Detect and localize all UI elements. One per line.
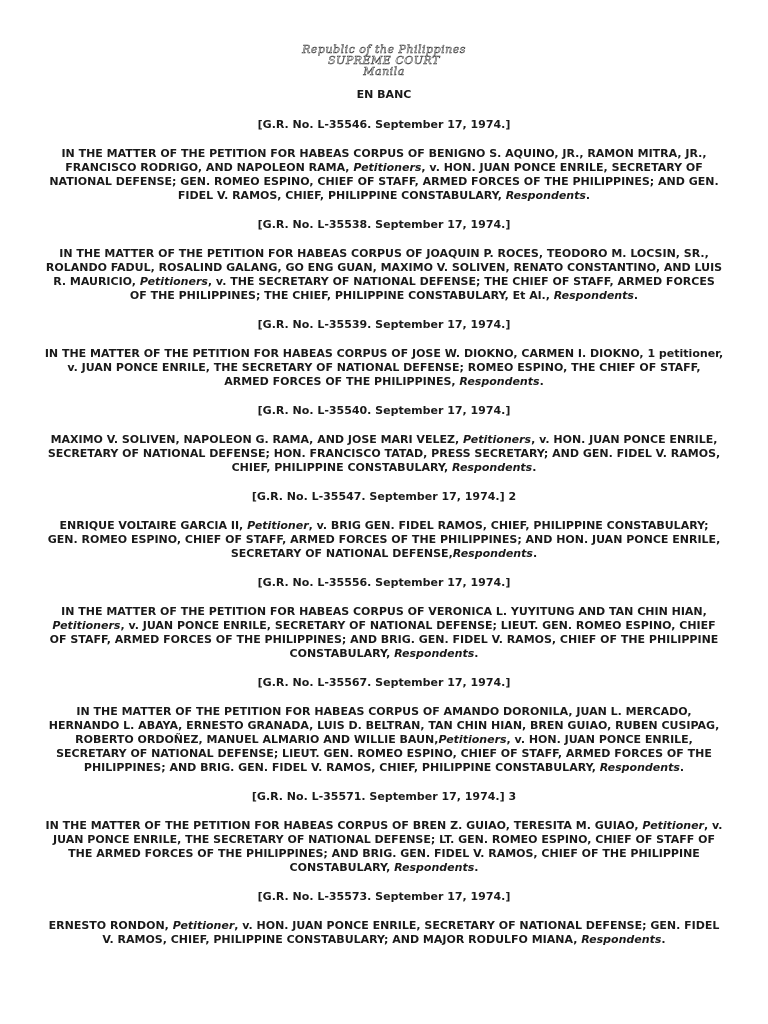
- court-masthead: [0, 44, 768, 77]
- party-role: Respondents: [581, 933, 662, 946]
- party-role: Petitioners: [462, 433, 532, 446]
- caption-text: IN THE MATTER OF THE PETITION FOR HABEAS CORPUS OF JOAQUIN P. ROCES, TEODORO M. LOCSIN, SR., ROLANDO FADUL, ROSALIND GALANG, GO ENG GUAN, MAXIMO V. SOLIVEN, RENATO CONSTANTINO, AND LUIS R. MAURICIO,: [45, 247, 723, 288]
- caption-text: , v. HON. JUAN PONCE ENRILE, SECRETARY OF NATIONAL DEFENSE; GEN. ROMEO ESPINO, CHIEF OF STAFF, ARMED FORCES OF THE PHILIPPINES; AND GEN. FIDEL V. RAMOS, CHIEF, PHILIPPINE CONSTABULARY,: [49, 161, 719, 202]
- caption-text: .: [532, 547, 538, 560]
- party-role: Petitioners: [52, 619, 121, 632]
- case-caption: [44, 433, 724, 475]
- caption-text: .: [585, 189, 591, 202]
- party-role: Respondents: [599, 761, 680, 774]
- case-number: [44, 218, 724, 232]
- party-role: Petitioner: [247, 519, 309, 532]
- caption-text: IN THE MATTER OF THE PETITION FOR HABEAS CORPUS OF VERONICA L. YUYITUNG AND TAN CHIN HIAN,: [61, 605, 707, 618]
- caption-text: , v. BRIG GEN. FIDEL RAMOS, CHIEF, PHILIPPINE CONSTABULARY; GEN. ROMEO ESPINO, CHIEF OF STAFF, ARMED FORCES OF THE PHILIPPINES; AND HON. JUAN PONCE ENRILE, SECRETARY OF NATIONAL DEFENSE,: [47, 519, 721, 560]
- document-content: [44, 88, 724, 962]
- caption-text: .: [474, 647, 479, 660]
- case-caption: [44, 519, 724, 561]
- party-role: Respondents: [459, 375, 540, 388]
- party-role: Respondents: [394, 647, 475, 660]
- caption-text: .: [539, 375, 544, 388]
- masthead-city: Manila: [363, 65, 405, 78]
- caption-text: IN THE MATTER OF THE PETITION FOR HABEAS CORPUS OF BENIGNO S. AQUINO, JR., RAMON MITRA, JR., FRANCISCO RODRIGO, AND NAPOLEON RAMA,: [61, 147, 707, 174]
- caption-text: , v. HON. JUAN PONCE ENRILE, SECRETARY OF NATIONAL DEFENSE; GEN. FIDEL V. RAMOS, CHIEF, PHILIPPINE CONSTABULARY; AND MAJOR RODULFO MIANA,: [102, 919, 720, 946]
- case-number: [44, 318, 724, 332]
- caption-text: ERNESTO RONDON,: [48, 919, 173, 932]
- case-list: [44, 118, 724, 947]
- caption-text: IN THE MATTER OF THE PETITION FOR HABEAS CORPUS OF AMANDO DORONILA, JUAN L. MERCADO, HERNANDO L. ABAYA, ERNESTO GRANADA, LUIS D. BELTRAN, TAN CHIN HIAN, BREN GUIAO, RUBEN CUSIPAG, ROBERTO ORDOÑEZ, MANUEL ALMARIO AND WILLIE BAUN,: [48, 705, 720, 746]
- case-number-text: [G.R. No. L-35538. September 17, 1974.]: [257, 218, 511, 231]
- case-number: [44, 118, 724, 132]
- case-caption: [44, 605, 724, 661]
- caption-text: IN THE MATTER OF THE PETITION FOR HABEAS CORPUS OF BREN Z. GUIAO, TERESITA M. GUIAO,: [45, 819, 643, 832]
- caption-text: , v. HON. JUAN PONCE ENRILE, SECRETARY OF NATIONAL DEFENSE; LIEUT. GEN. ROMEO ESPINO, CHIEF OF STAFF, ARMED FORCES OF THE PHILIPPINES; AND BRIG. GEN. FIDEL V. RAMOS, CHIEF, PHILIPPINE CONSTABULARY,: [56, 733, 712, 774]
- case-number: [44, 890, 724, 904]
- party-role: Petitioner: [172, 919, 235, 932]
- caption-text: , v. THE SECRETARY OF NATIONAL DEFENSE; THE CHIEF OF STAFF, ARMED FORCES OF THE PHILIPPINES; THE CHIEF, PHILIPPINE CONSTABULARY, Et Al.,: [129, 275, 715, 302]
- caption-text: , v. HON. JUAN PONCE ENRILE, SECRETARY OF NATIONAL DEFENSE; HON. FRANCISCO TATAD, PRESS SECRETARY; AND GEN. FIDEL V. RAMOS, CHIEF, PHILIPPINE CONSTABULARY,: [47, 433, 721, 474]
- case-number-text: [G.R. No. L-35571. September 17, 1974.]: [251, 790, 505, 803]
- party-role: Respondents: [394, 861, 475, 874]
- case-number: [44, 676, 724, 690]
- case-number: [44, 490, 724, 504]
- division-heading: EN BANC: [356, 88, 412, 101]
- party-role: Respondents: [505, 189, 586, 202]
- case-number-text: [G.R. No. L-35546. September 17, 1974.]: [257, 118, 511, 131]
- case-number: [44, 576, 724, 590]
- case-caption: [44, 819, 724, 875]
- caption-text: .: [661, 933, 666, 946]
- masthead-republic: Republic of the Philippines: [302, 43, 466, 56]
- footnote-reference[interactable]: 3: [504, 790, 517, 803]
- case-number-text: [G.R. No. L-35547. September 17, 1974.]: [251, 490, 505, 503]
- party-role: Petitioners: [139, 275, 208, 288]
- case-number-text: [G.R. No. L-35567. September 17, 1974.]: [257, 676, 511, 689]
- caption-text: ENRIQUE VOLTAIRE GARCIA II,: [59, 519, 248, 532]
- caption-text: .: [633, 289, 639, 302]
- caption-text: , v. JUAN PONCE ENRILE, SECRETARY OF NATIONAL DEFENSE; LIEUT. GEN. ROMEO ESPINO, CHIEF OF STAFF, ARMED FORCES OF THE PHILIPPINES; AND BRIG. GEN. FIDEL V. RAMOS, CHIEF OF THE PHILIPPINE CONSTABULARY,: [49, 619, 719, 660]
- party-role: Petitioners: [438, 733, 507, 746]
- party-role: Respondents: [452, 461, 533, 474]
- party-role: Respondents: [553, 289, 634, 302]
- case-number-text: [G.R. No. L-35556. September 17, 1974.]: [257, 576, 511, 589]
- case-caption: [44, 919, 724, 947]
- case-caption: [44, 147, 724, 203]
- case-caption: [44, 705, 724, 775]
- case-number: [44, 404, 724, 418]
- case-number-text: [G.R. No. L-35573. September 17, 1974.]: [257, 890, 511, 903]
- case-number-text: [G.R. No. L-35540. September 17, 1974.]: [257, 404, 511, 417]
- masthead-court: SUPREME COURT: [328, 54, 440, 67]
- caption-text: IN THE MATTER OF THE PETITION FOR HABEAS CORPUS OF JOSE W. DIOKNO, CARMEN I. DIOKNO, 1 petitioner, v. JUAN PONCE ENRILE, THE SECRETARY OF NATIONAL DEFENSE; ROMEO ESPINO, THE CHIEF OF STAFF, ARMED FORCES OF THE PHILIPPINES,: [44, 347, 724, 388]
- caption-text: .: [679, 761, 685, 774]
- party-role: Petitioner: [642, 819, 704, 832]
- case-number: [44, 790, 724, 804]
- caption-text: MAXIMO V. SOLIVEN, NAPOLEON G. RAMA, AND JOSE MARI VELEZ,: [50, 433, 463, 446]
- case-caption: [44, 247, 724, 303]
- footnote-reference[interactable]: 2: [504, 490, 517, 503]
- case-number-text: [G.R. No. L-35539. September 17, 1974.]: [257, 318, 511, 331]
- case-caption: [44, 347, 724, 389]
- caption-text: , v. JUAN PONCE ENRILE, THE SECRETARY OF NATIONAL DEFENSE; LT. GEN. ROMEO ESPINO, CHIEF OF STAFF OF THE ARMED FORCES OF THE PHILIPPINES; AND BRIG. GEN. FIDEL V. RAMOS, CHIEF OF THE PHILIPPINE CONSTABULARY,: [53, 819, 723, 874]
- caption-text: .: [532, 461, 537, 474]
- caption-text: .: [474, 861, 479, 874]
- party-role: Respondents: [452, 547, 533, 560]
- party-role: Petitioners: [353, 161, 422, 174]
